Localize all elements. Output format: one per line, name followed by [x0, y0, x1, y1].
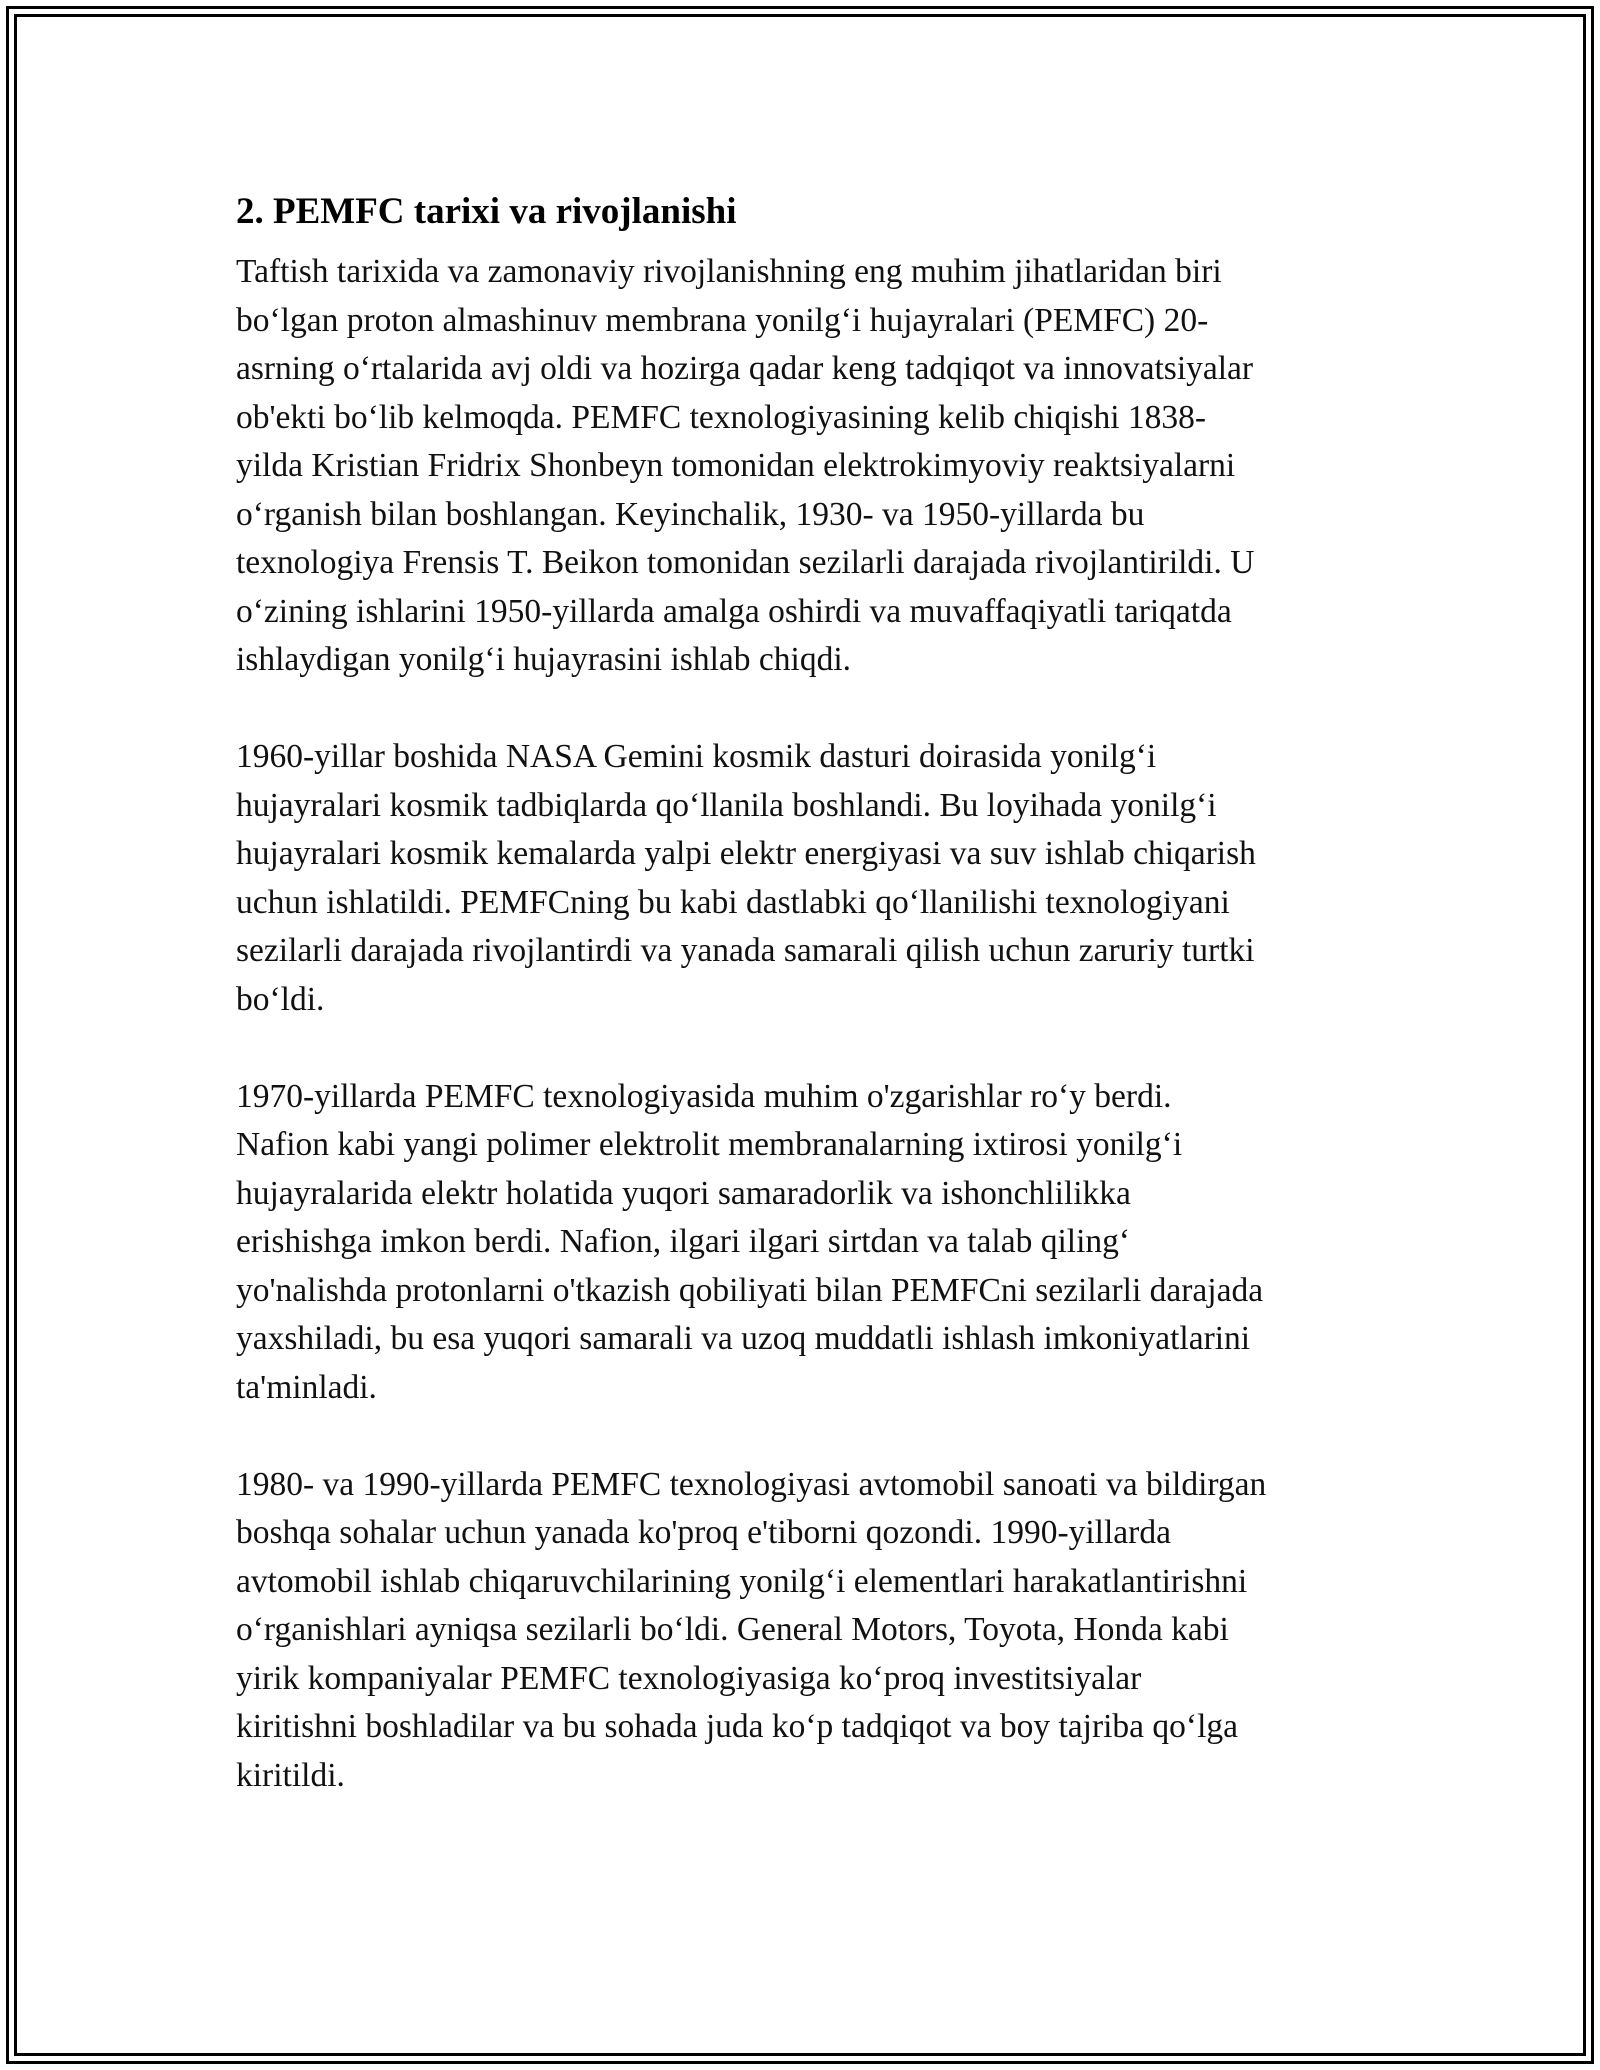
text-line: Taftish tarixida va zamonaviy rivojlanishning eng muhim jihatlaridan biri [236, 253, 1222, 290]
text-line: Nafion kabi yangi polimer elektrolit membranalarning ixtirosi yonilg‘i [236, 1126, 1183, 1163]
section-heading: 2. PEMFC tarixi va rivojlanishi [236, 191, 737, 232]
text-line: sezilarli darajada rivojlantirdi va yanada samarali qilish uchun zaruriy turtki [236, 932, 1255, 969]
text-line: yaxshiladi, bu esa yuqori samarali va uzoq muddatli ishlash imkoniyatlarini [236, 1320, 1251, 1357]
text-line: texnologiya Frensis T. Beikon tomonidan sezilarli darajada rivojlantirildi. U [236, 544, 1255, 581]
text-line: 1960-yillar boshida NASA Gemini kosmik dasturi doirasida yonilg‘i [236, 738, 1157, 775]
text-line: bo‘lgan proton almashinuv membrana yonilg‘i hujayralari (PEMFC) 20- [236, 301, 1209, 339]
text-line: avtomobil ishlab chiqaruvchilarining yonilg‘i elementlari harakatlantirishni [236, 1562, 1248, 1600]
text-line: 1970-yillarda PEMFC texnologiyasida muhim o'zgarishlar ro‘y berdi. [236, 1077, 1172, 1115]
text-line: erishishga imkon berdi. Nafion, ilgari ilgari sirtdan va talab qiling‘ [236, 1223, 1131, 1260]
text-line: ishlaydigan yonilg‘i hujayrasini ishlab chiqdi. [236, 641, 852, 678]
text-line: kiritildi. [236, 1756, 345, 1794]
paragraph-nafion [236, 1073, 1386, 1413]
document-body [236, 186, 1386, 1849]
text-line: asrning o‘rtalarida avj oldi va hozirga qadar keng tadqiqot va innovatsiyalar [236, 350, 1254, 387]
text-line: hujayralari kosmik tadbiqlarda qo‘llanila boshlandi. Bu loyihada yonilg‘i [236, 786, 1217, 824]
text-line: kiritishni boshladilar va bu sohada juda ko‘p tadqiqot va boy tajriba qo‘lga [236, 1708, 1238, 1745]
text-line: o‘rganish bilan boshlangan. Keyinchalik, 1930- va 1950-yillarda bu [236, 495, 1145, 533]
paragraph-history-origins [236, 248, 1386, 685]
text-line: boshqa sohalar uchun yanada ko'proq e'tiborni qozondi. 1990-yillarda [236, 1514, 1171, 1551]
text-line: yo'nalishda protonlarni o'tkazish qobiliyati bilan PEMFCni sezilarli darajada [236, 1271, 1264, 1309]
paragraph-nasa-gemini [236, 733, 1386, 1024]
text-line: o‘rganishlari ayniqsa sezilarli bo‘ldi. General Motors, Toyota, Honda kabi [236, 1611, 1229, 1648]
text-line: 1980- va 1990-yillarda PEMFC texnologiyasi avtomobil sanoati va bildirgan [236, 1465, 1267, 1503]
paragraph-automotive [236, 1461, 1386, 1801]
text-line: bo‘ldi. [236, 980, 325, 1018]
text-line: uchun ishlatildi. PEMFCning bu kabi dastlabki qo‘llanilishi texnologiyani [236, 883, 1230, 921]
text-line: yilda Kristian Fridrix Shonbeyn tomonidan elektrokimyoviy reaktsiyalarni [236, 447, 1236, 484]
text-line: ob'ekti bo‘lib kelmoqda. PEMFC texnologiyasining kelib chiqishi 1838- [236, 398, 1207, 436]
text-line: o‘zining ishlarini 1950-yillarda amalga oshirdi va muvaffaqiyatli tariqatda [236, 592, 1232, 630]
text-line: yirik kompaniyalar PEMFC texnologiyasiga ko‘proq investitsiyalar [236, 1659, 1142, 1697]
text-line: ta'minladi. [236, 1368, 377, 1406]
text-line: hujayralari kosmik kemalarda yalpi elektr energiyasi va suv ishlab chiqarish [236, 835, 1256, 872]
text-line: hujayralarida elektr holatida yuqori samaradorlik va ishonchlilikka [236, 1174, 1131, 1212]
